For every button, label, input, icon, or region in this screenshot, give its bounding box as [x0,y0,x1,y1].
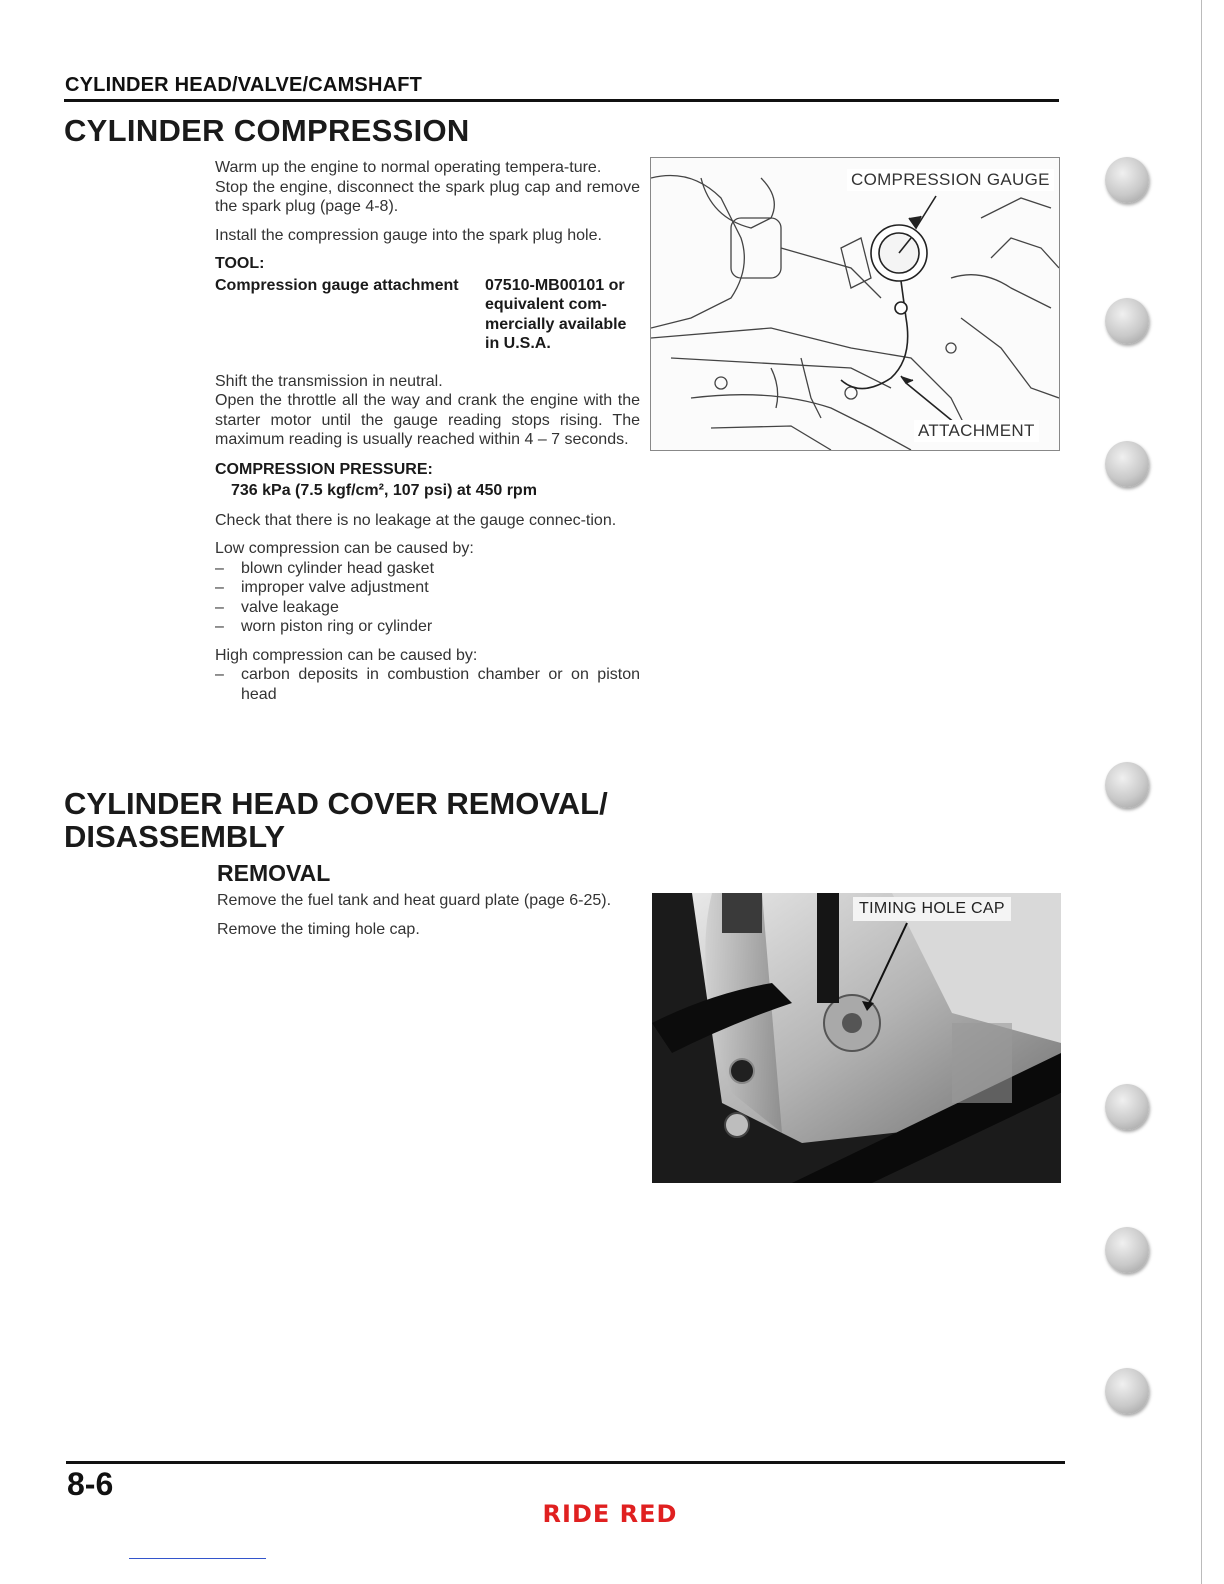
page-edge-line [1201,0,1202,1584]
binder-hole-icon [1105,762,1149,808]
section-header: CYLINDER HEAD/VALVE/CAMSHAFT [65,74,423,96]
engine-photo-illustration [652,893,1061,1183]
label-attachment: ATTACHMENT [914,420,1039,442]
removal-text-block [217,891,642,939]
pressure-heading: COMPRESSION PRESSURE: [215,460,433,478]
paragraph-remove-timing-cap: Remove the timing hole cap. [217,920,420,938]
binder-hole-icon [1105,298,1149,344]
engine-line-drawing [651,158,1059,450]
paragraph-leakage: Check that there is no leakage at the gauge connec-tion. [215,511,617,529]
paragraph-install-gauge: Install the compression gauge into the spark plug hole. [215,226,602,244]
tool-part-number: 07510-MB00101 or equivalent com-mercially available in U.S.A. [485,276,627,352]
high-causes-list [215,665,640,704]
binder-hole-icon [1105,1227,1149,1273]
paragraph-stop-engine: Stop the engine, disconnect the spark plug cap and remove the spark plug (page 4-8). [215,178,640,215]
page-number: 8-6 [67,1466,114,1502]
pressure-value: 736 kPa (7.5 kgf/cm², 107 psi) at 450 rpm [231,482,537,499]
header-rule [64,99,1059,102]
low-compression-heading: Low compression can be caused by: [215,540,474,557]
paragraph-warm-up: Warm up the engine to normal operating tempera-ture. [215,159,602,176]
tool-heading: TOOL: [215,255,265,272]
compression-text-block [215,158,640,704]
list-item: – improper valve adjustment [215,579,429,596]
paragraph-remove-fuel-tank: Remove the fuel tank and heat guard plate (page 6-25). [217,892,612,909]
label-compression-gauge: COMPRESSION GAUGE [847,169,1054,191]
footer-link-underline [129,1558,266,1559]
timing-hole-cap-photo [652,893,1061,1183]
footer-rule [66,1461,1065,1464]
binder-hole-icon [1105,1368,1149,1414]
tool-row [215,276,640,354]
compression-gauge-figure [650,157,1060,451]
low-causes-list [215,559,640,637]
footer-brand-logo: RIDE RED [542,1500,678,1528]
high-compression-heading: High compression can be caused by: [215,646,478,664]
paragraph-neutral: Shift the transmission in neutral. [215,372,443,390]
compression-title: CYLINDER COMPRESSION [64,113,470,148]
removal-subtitle: REMOVAL [217,860,331,886]
list-item: – blown cylinder head gasket [215,559,435,577]
list-item: – worn piston ring or cylinder [215,618,433,635]
list-item: – carbon deposits in combustion chamber or on piston head [215,666,640,703]
cover-removal-title: CYLINDER HEAD COVER REMOVAL/ DISASSEMBLY [64,786,608,854]
list-item: – valve leakage [215,598,339,616]
paragraph-crank-engine: Open the throttle all the way and crank the engine with the starter motor until the gauge reading stops rising. The maximum reading is usually reached within 4 – 7 seconds. [215,392,640,448]
label-timing-hole-cap: TIMING HOLE CAP [853,897,1011,921]
binder-hole-icon [1105,1084,1149,1130]
tool-name: Compression gauge attachment [215,276,459,294]
binder-hole-icon [1105,157,1149,203]
binder-hole-icon [1105,441,1149,487]
